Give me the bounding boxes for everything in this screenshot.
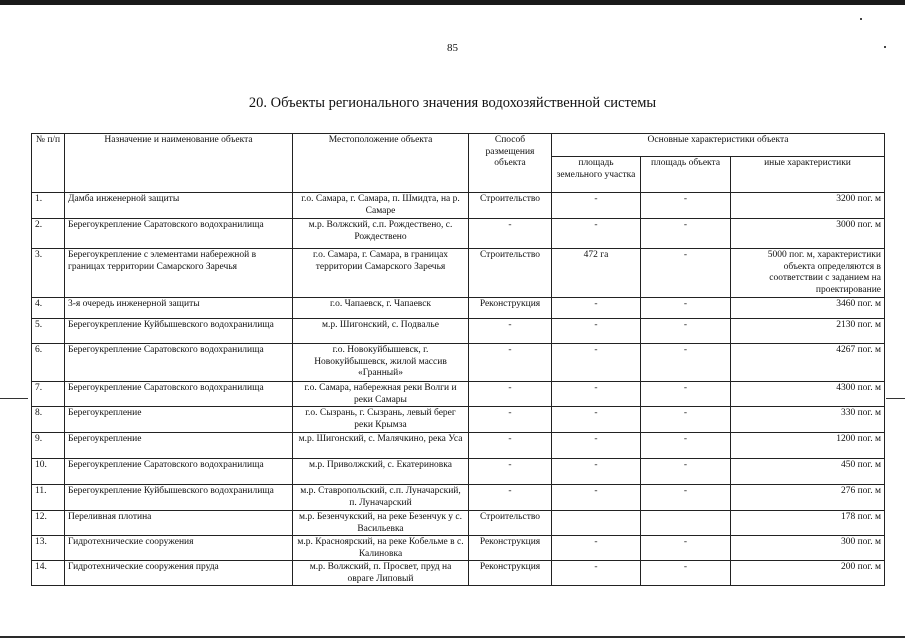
row-name: Переливная плотина [65, 511, 293, 536]
row-method: Реконструкция [469, 298, 552, 319]
table-row [32, 561, 885, 586]
row-location: г.о. Новокуйбышевск, г. Новокуйбышевск, жилой массив «Гранный» [293, 344, 469, 382]
row-num: 5. [32, 319, 65, 344]
row-num: 13. [32, 536, 65, 561]
row-name: Дамба инженерной защиты [65, 193, 293, 219]
row-other: 200 пог. м [731, 561, 885, 586]
row-name: Берегоукрепление [65, 433, 293, 459]
row-land-area: - [552, 344, 641, 382]
row-method: - [469, 219, 552, 249]
page-title: 20. Объекты регионального значения водохозяйственной системы [248, 95, 657, 111]
table-row [32, 511, 885, 536]
page-number: 85 [447, 42, 458, 54]
row-method: - [469, 485, 552, 511]
row-num: 8. [32, 407, 65, 433]
row-method: - [469, 459, 552, 485]
row-location: г.о. Чапаевск, г. Чапаевск [293, 298, 469, 319]
row-object-area: - [641, 298, 731, 319]
header-name: Назначение и наименование объекта [65, 134, 293, 193]
scan-artifact-line [886, 398, 905, 399]
row-object-area: - [641, 433, 731, 459]
row-other: 4300 пог. м [731, 382, 885, 407]
row-other: 276 пог. м [731, 485, 885, 511]
row-name: Гидротехнические сооружения пруда [65, 561, 293, 586]
table-row [32, 219, 885, 249]
row-name: Берегоукрепление Саратовского водохранилища [65, 219, 293, 249]
row-name: Берегоукрепление [65, 407, 293, 433]
table-row [32, 319, 885, 344]
row-object-area: - [641, 561, 731, 586]
row-object-area: - [641, 219, 731, 249]
row-method: Строительство [469, 193, 552, 219]
row-method: Строительство [469, 511, 552, 536]
header-other: иные характеристики [731, 157, 885, 193]
table-row [32, 382, 885, 407]
row-object-area: - [641, 249, 731, 298]
row-num: 7. [32, 382, 65, 407]
row-object-area: - [641, 382, 731, 407]
header-row [32, 134, 885, 157]
row-name: Берегоукрепление Саратовского водохранилища [65, 459, 293, 485]
row-object-area: - [641, 407, 731, 433]
header-object-area: площадь объекта [641, 157, 731, 193]
row-object-area [641, 511, 731, 536]
row-location: г.о. Сызрань, г. Сызрань, левый берег реки Крымза [293, 407, 469, 433]
row-location: г.о. Самара, г. Самара, в границах территории Самарского Заречья [293, 249, 469, 298]
row-object-area: - [641, 193, 731, 219]
row-name: Берегоукрепление с элементами набережной в границах территории Самарского Заречья [65, 249, 293, 298]
row-num: 14. [32, 561, 65, 586]
row-other: 1200 пог. м [731, 433, 885, 459]
row-land-area: - [552, 407, 641, 433]
row-other: 5000 пог. м, характеристики объекта определяются в соответствии с заданием на проектирование [731, 249, 885, 298]
row-name: 3-я очередь инженерной защиты [65, 298, 293, 319]
row-method: Строительство [469, 249, 552, 298]
row-num: 2. [32, 219, 65, 249]
row-other: 300 пог. м [731, 536, 885, 561]
objects-table [31, 133, 885, 586]
row-location: м.р. Волжский, с.п. Рождествено, с. Рождествено [293, 219, 469, 249]
row-land-area: - [552, 433, 641, 459]
row-name: Берегоукрепление Куйбышевского водохранилища [65, 485, 293, 511]
row-object-area: - [641, 344, 731, 382]
row-num: 3. [32, 249, 65, 298]
table-row [32, 485, 885, 511]
header-num: № п/п [32, 134, 65, 193]
table-row [32, 536, 885, 561]
row-num: 9. [32, 433, 65, 459]
row-other: 3200 пог. м [731, 193, 885, 219]
table-row [32, 459, 885, 485]
header-land-area: площадь земельного участка [552, 157, 641, 193]
row-land-area [552, 511, 641, 536]
row-method: - [469, 319, 552, 344]
row-object-area: - [641, 319, 731, 344]
row-land-area: - [552, 219, 641, 249]
row-name: Берегоукрепление Саратовского водохранилища [65, 344, 293, 382]
row-name: Гидротехнические сооружения [65, 536, 293, 561]
row-land-area: - [552, 319, 641, 344]
scan-artifact-line [0, 398, 28, 399]
row-land-area: - [552, 193, 641, 219]
row-other: 450 пог. м [731, 459, 885, 485]
row-other: 178 пог. м [731, 511, 885, 536]
row-other: 3000 пог. м [731, 219, 885, 249]
row-location: м.р. Приволжский, с. Екатериновка [293, 459, 469, 485]
row-other: 3460 пог. м [731, 298, 885, 319]
header-location: Местоположение объекта [293, 134, 469, 193]
row-land-area: - [552, 298, 641, 319]
row-land-area: 472 га [552, 249, 641, 298]
row-location: м.р. Безенчукский, на реке Безенчук у с. Васильевка [293, 511, 469, 536]
row-method: Реконструкция [469, 536, 552, 561]
row-location: м.р. Ставропольский, с.п. Луначарский, п. Луначарский [293, 485, 469, 511]
row-num: 12. [32, 511, 65, 536]
row-land-area: - [552, 561, 641, 586]
row-name: Берегоукрепление Саратовского водохранилища [65, 382, 293, 407]
row-object-area: - [641, 459, 731, 485]
row-object-area: - [641, 485, 731, 511]
table-row [32, 298, 885, 319]
row-location: м.р. Красноярский, на реке Кобельме в с. Калиновка [293, 536, 469, 561]
row-method: - [469, 344, 552, 382]
row-land-area: - [552, 459, 641, 485]
row-location: м.р. Шигонский, с. Малячкино, река Уса [293, 433, 469, 459]
row-num: 4. [32, 298, 65, 319]
row-method: - [469, 433, 552, 459]
table-row [32, 344, 885, 382]
table-row [32, 193, 885, 219]
scan-top-edge [0, 0, 905, 5]
row-method: - [469, 407, 552, 433]
row-land-area: - [552, 485, 641, 511]
row-num: 6. [32, 344, 65, 382]
row-land-area: - [552, 382, 641, 407]
row-num: 10. [32, 459, 65, 485]
row-object-area: - [641, 536, 731, 561]
header-main-characteristics: Основные характеристики объекта [552, 134, 885, 157]
header-method: Способ размещения объекта [469, 134, 552, 193]
row-method: Реконструкция [469, 561, 552, 586]
row-num: 11. [32, 485, 65, 511]
row-name: Берегоукрепление Куйбышевского водохранилища [65, 319, 293, 344]
row-num: 1. [32, 193, 65, 219]
row-other: 4267 пог. м [731, 344, 885, 382]
row-other: 330 пог. м [731, 407, 885, 433]
row-other: 2130 пог. м [731, 319, 885, 344]
scan-bottom-edge [0, 636, 905, 638]
table-row [32, 433, 885, 459]
row-location: м.р. Волжский, п. Просвет, пруд на овраге Липовый [293, 561, 469, 586]
row-location: г.о. Самара, г. Самара, п. Шмидта, на р. Самаре [293, 193, 469, 219]
scan-speck [860, 18, 862, 20]
row-land-area: - [552, 536, 641, 561]
table-row [32, 407, 885, 433]
table-row [32, 249, 885, 298]
row-location: г.о. Самара, набережная реки Волги и реки Самары [293, 382, 469, 407]
row-method: - [469, 382, 552, 407]
row-location: м.р. Шигонский, с. Подвалье [293, 319, 469, 344]
